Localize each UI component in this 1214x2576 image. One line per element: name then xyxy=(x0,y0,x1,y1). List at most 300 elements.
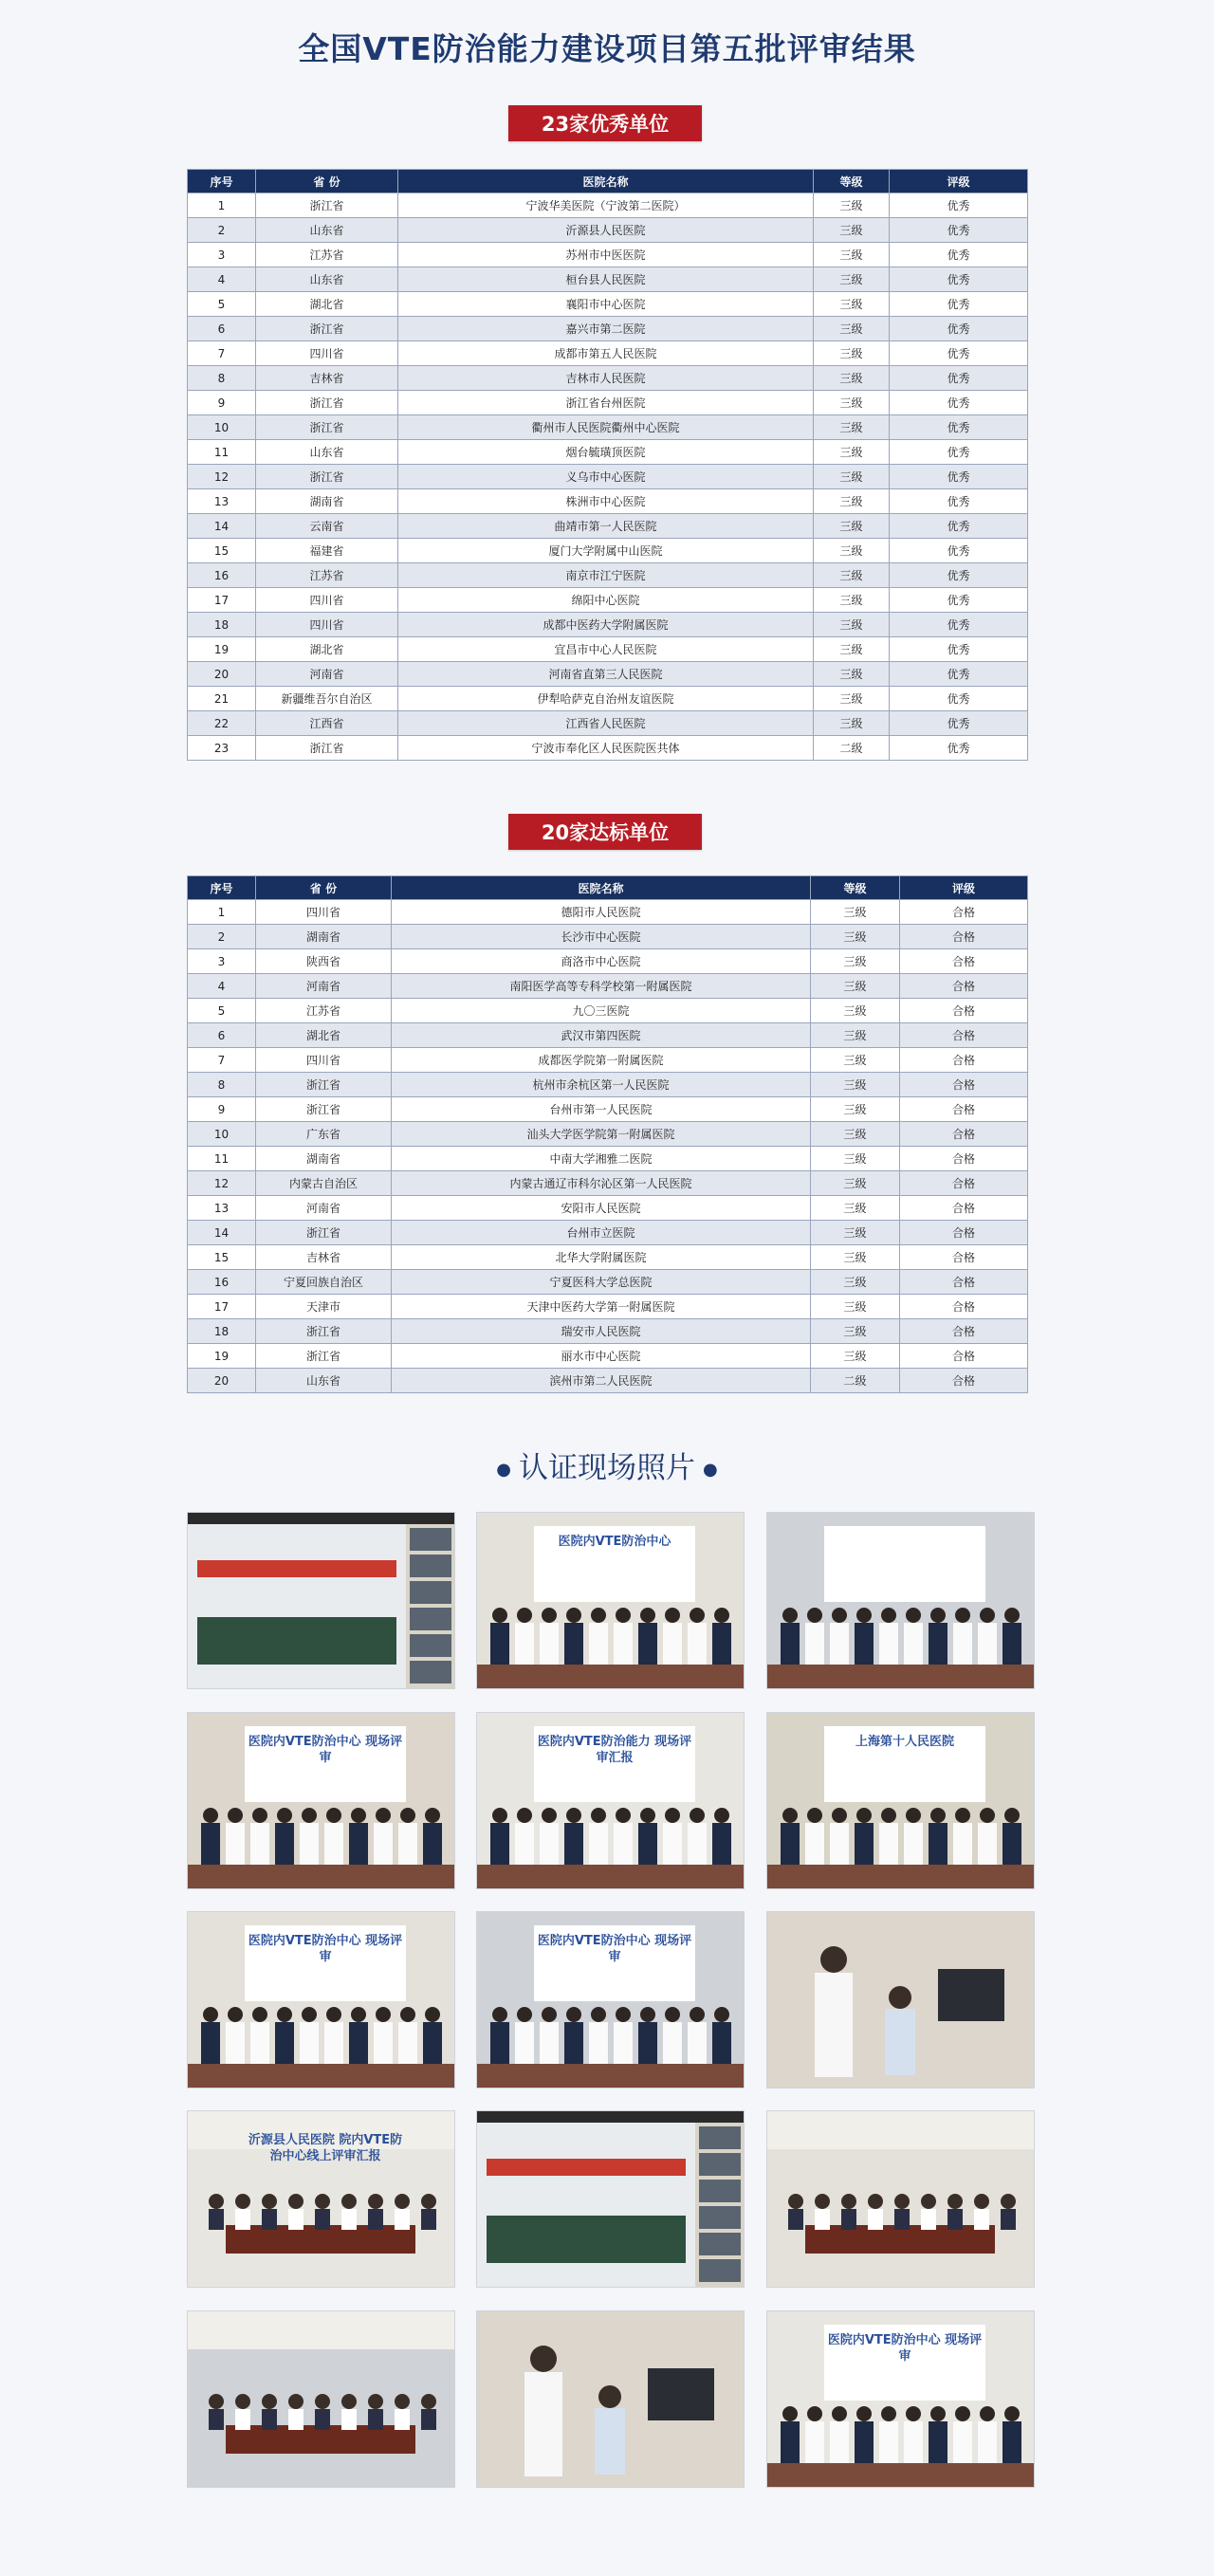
table-row xyxy=(188,1196,1028,1221)
table-row xyxy=(188,900,1028,925)
cell-rating: 合格 xyxy=(900,1295,1028,1319)
cell-hospital: 河南省直第三人民医院 xyxy=(398,662,814,687)
cell-index: 11 xyxy=(188,440,256,465)
cell-hospital: 江西省人民医院 xyxy=(398,711,814,736)
photo-caption: 上海第十人民医院 xyxy=(855,1735,954,1749)
cell-level: 三级 xyxy=(814,563,890,588)
cell-rating: 优秀 xyxy=(890,687,1028,711)
cell-hospital: 中南大学湘雅二医院 xyxy=(392,1147,811,1171)
table-row xyxy=(188,539,1028,563)
cell-index: 2 xyxy=(188,218,256,243)
cell-province: 四川省 xyxy=(256,1048,392,1073)
site-photo xyxy=(766,2310,1035,2488)
site-photo xyxy=(766,1911,1035,2088)
cell-hospital: 宁波华美医院（宁波第二医院） xyxy=(398,193,814,218)
cell-hospital: 内蒙古通辽市科尔沁区第一人民医院 xyxy=(392,1171,811,1196)
cell-index: 13 xyxy=(188,1196,256,1221)
cell-level: 三级 xyxy=(811,1344,900,1369)
cell-index: 7 xyxy=(188,1048,256,1073)
cell-level: 二级 xyxy=(811,1369,900,1393)
cell-province: 浙江省 xyxy=(256,193,398,218)
cell-hospital: 成都中医药大学附属医院 xyxy=(398,613,814,637)
table-row xyxy=(188,925,1028,949)
cell-rating: 优秀 xyxy=(890,736,1028,761)
cell-hospital: 伊犁哈萨克自治州友谊医院 xyxy=(398,687,814,711)
cell-level: 三级 xyxy=(814,613,890,637)
cell-hospital: 汕头大学医学院第一附属医院 xyxy=(392,1122,811,1147)
cell-rating: 合格 xyxy=(900,900,1028,925)
cell-level: 三级 xyxy=(814,687,890,711)
table-row xyxy=(188,391,1028,415)
site-photo xyxy=(187,1712,455,1889)
table-row xyxy=(188,1245,1028,1270)
cell-level: 三级 xyxy=(811,1319,900,1344)
cell-rating: 合格 xyxy=(900,1319,1028,1344)
table-row xyxy=(188,317,1028,341)
cell-province: 四川省 xyxy=(256,900,392,925)
site-photo xyxy=(187,1911,455,2088)
cell-rating: 优秀 xyxy=(890,292,1028,317)
cell-level: 三级 xyxy=(811,1221,900,1245)
cell-hospital: 北华大学附属医院 xyxy=(392,1245,811,1270)
table-row xyxy=(188,1023,1028,1048)
cell-index: 20 xyxy=(188,1369,256,1393)
cell-hospital: 襄阳市中心医院 xyxy=(398,292,814,317)
col-header-index: 序号 xyxy=(188,170,256,193)
cell-rating: 合格 xyxy=(900,949,1028,974)
cell-index: 14 xyxy=(188,514,256,539)
cell-province: 吉林省 xyxy=(256,366,398,391)
cell-hospital: 衢州市人民医院衢州中心医院 xyxy=(398,415,814,440)
table-row xyxy=(188,1147,1028,1171)
cell-level: 三级 xyxy=(814,539,890,563)
cell-level: 三级 xyxy=(811,1245,900,1270)
cell-province: 河南省 xyxy=(256,1196,392,1221)
cell-hospital: 株洲市中心医院 xyxy=(398,489,814,514)
site-photo xyxy=(476,1911,745,2088)
cell-index: 3 xyxy=(188,243,256,267)
cell-hospital: 绵阳中心医院 xyxy=(398,588,814,613)
cell-province: 浙江省 xyxy=(256,391,398,415)
cell-rating: 优秀 xyxy=(890,662,1028,687)
cell-province: 山东省 xyxy=(256,440,398,465)
cell-rating: 优秀 xyxy=(890,440,1028,465)
table-row xyxy=(188,1122,1028,1147)
cell-index: 15 xyxy=(188,1245,256,1270)
site-photo xyxy=(476,1712,745,1889)
cell-province: 湖南省 xyxy=(256,489,398,514)
page-title: 全国VTE防治能力建设项目第五批评审结果 xyxy=(298,30,916,67)
cell-province: 山东省 xyxy=(256,267,398,292)
table-row xyxy=(188,243,1028,267)
cell-hospital: 台州市立医院 xyxy=(392,1221,811,1245)
cell-hospital: 宁夏医科大学总医院 xyxy=(392,1270,811,1295)
site-photo xyxy=(476,2110,745,2288)
cell-index: 2 xyxy=(188,925,256,949)
cell-hospital: 宁波市奉化区人民医院医共体 xyxy=(398,736,814,761)
cell-level: 二级 xyxy=(814,736,890,761)
cell-hospital: 安阳市人民医院 xyxy=(392,1196,811,1221)
cell-hospital: 德阳市人民医院 xyxy=(392,900,811,925)
cell-hospital: 南阳医学高等专科学校第一附属医院 xyxy=(392,974,811,999)
cell-province: 湖北省 xyxy=(256,1023,392,1048)
cell-rating: 合格 xyxy=(900,925,1028,949)
cell-level: 三级 xyxy=(811,1171,900,1196)
cell-province: 浙江省 xyxy=(256,736,398,761)
table-row xyxy=(188,440,1028,465)
cell-province: 内蒙古自治区 xyxy=(256,1171,392,1196)
cell-rating: 优秀 xyxy=(890,341,1028,366)
table-row xyxy=(188,366,1028,391)
table-row xyxy=(188,1221,1028,1245)
cell-hospital: 滨州市第二人民医院 xyxy=(392,1369,811,1393)
cell-province: 河南省 xyxy=(256,662,398,687)
cell-level: 三级 xyxy=(811,949,900,974)
cell-province: 浙江省 xyxy=(256,415,398,440)
cell-hospital: 天津中医药大学第一附属医院 xyxy=(392,1295,811,1319)
cell-hospital: 成都医学院第一附属医院 xyxy=(392,1048,811,1073)
cell-province: 浙江省 xyxy=(256,1097,392,1122)
cell-level: 三级 xyxy=(814,662,890,687)
dot-left-icon: ● xyxy=(496,1460,511,1480)
cell-rating: 优秀 xyxy=(890,317,1028,341)
cell-province: 浙江省 xyxy=(256,465,398,489)
cell-province: 四川省 xyxy=(256,613,398,637)
table-row xyxy=(188,1295,1028,1319)
table-row xyxy=(188,1270,1028,1295)
cell-level: 三级 xyxy=(814,292,890,317)
cell-rating: 合格 xyxy=(900,1023,1028,1048)
cell-province: 山东省 xyxy=(256,218,398,243)
cell-hospital: 成都市第五人民医院 xyxy=(398,341,814,366)
table-row xyxy=(188,974,1028,999)
photos-section-label: 认证现场照片 xyxy=(519,1451,695,1485)
cell-index: 4 xyxy=(188,974,256,999)
cell-rating: 优秀 xyxy=(890,711,1028,736)
cell-index: 21 xyxy=(188,687,256,711)
cell-hospital: 丽水市中心医院 xyxy=(392,1344,811,1369)
cell-province: 新疆维吾尔自治区 xyxy=(256,687,398,711)
cell-index: 18 xyxy=(188,613,256,637)
cell-index: 10 xyxy=(188,1122,256,1147)
table-row xyxy=(188,1344,1028,1369)
photo-grid xyxy=(0,1512,1214,2489)
cell-level: 三级 xyxy=(814,317,890,341)
cell-index: 1 xyxy=(188,900,256,925)
table-row xyxy=(188,1369,1028,1393)
site-photo xyxy=(476,1512,745,1689)
cell-hospital: 厦门大学附属中山医院 xyxy=(398,539,814,563)
cell-rating: 合格 xyxy=(900,1196,1028,1221)
col-header-province: 省 份 xyxy=(256,170,398,193)
site-photo xyxy=(766,1512,1035,1689)
cell-index: 6 xyxy=(188,1023,256,1048)
photo-image xyxy=(477,2311,744,2487)
cell-hospital: 商洛市中心医院 xyxy=(392,949,811,974)
cell-level: 三级 xyxy=(811,974,900,999)
cell-hospital: 吉林市人民医院 xyxy=(398,366,814,391)
site-photo xyxy=(187,2110,455,2288)
cell-rating: 合格 xyxy=(900,1270,1028,1295)
photo-caption: 沂源县人民医院 院内VTE防治中心线上评审汇报 xyxy=(248,2133,403,2163)
cell-province: 广东省 xyxy=(256,1122,392,1147)
cell-index: 15 xyxy=(188,539,256,563)
cell-rating: 优秀 xyxy=(890,514,1028,539)
cell-rating: 优秀 xyxy=(890,415,1028,440)
cell-level: 三级 xyxy=(814,366,890,391)
table-header-row xyxy=(188,876,1028,900)
cell-province: 吉林省 xyxy=(256,1245,392,1270)
table-row xyxy=(188,267,1028,292)
table-row xyxy=(188,1097,1028,1122)
cell-province: 湖北省 xyxy=(256,637,398,662)
cell-level: 三级 xyxy=(814,218,890,243)
table-row xyxy=(188,736,1028,761)
table-row xyxy=(188,1171,1028,1196)
photos-section-title xyxy=(0,1444,1214,1486)
cell-rating: 优秀 xyxy=(890,218,1028,243)
photo-caption: 医院内VTE防治中心 xyxy=(558,1535,671,1549)
cell-index: 3 xyxy=(188,949,256,974)
photo-image xyxy=(767,1513,1034,1688)
cell-index: 8 xyxy=(188,1073,256,1097)
cell-index: 13 xyxy=(188,489,256,514)
cell-level: 三级 xyxy=(814,193,890,218)
photo-image xyxy=(188,1513,454,1688)
table-row xyxy=(188,588,1028,613)
cell-level: 三级 xyxy=(811,1122,900,1147)
table-row xyxy=(188,489,1028,514)
cell-index: 20 xyxy=(188,662,256,687)
cell-province: 福建省 xyxy=(256,539,398,563)
cell-rating: 合格 xyxy=(900,1073,1028,1097)
cell-index: 19 xyxy=(188,1344,256,1369)
cell-hospital: 杭州市余杭区第一人民医院 xyxy=(392,1073,811,1097)
cell-level: 三级 xyxy=(811,1097,900,1122)
cell-index: 17 xyxy=(188,588,256,613)
cell-index: 17 xyxy=(188,1295,256,1319)
site-photo xyxy=(476,2310,745,2488)
cell-province: 江苏省 xyxy=(256,243,398,267)
cell-index: 1 xyxy=(188,193,256,218)
table-row xyxy=(188,292,1028,317)
cell-rating: 合格 xyxy=(900,1122,1028,1147)
cell-rating: 优秀 xyxy=(890,243,1028,267)
cell-index: 22 xyxy=(188,711,256,736)
cell-level: 三级 xyxy=(814,243,890,267)
cell-province: 浙江省 xyxy=(256,1221,392,1245)
cell-index: 4 xyxy=(188,267,256,292)
cell-index: 10 xyxy=(188,415,256,440)
cell-province: 江苏省 xyxy=(256,563,398,588)
table-row xyxy=(188,563,1028,588)
cell-level: 三级 xyxy=(811,1147,900,1171)
cell-level: 三级 xyxy=(814,440,890,465)
cell-rating: 优秀 xyxy=(890,637,1028,662)
cell-level: 三级 xyxy=(811,1048,900,1073)
table-row xyxy=(188,1319,1028,1344)
cell-index: 19 xyxy=(188,637,256,662)
excellent-units-table xyxy=(187,169,1028,761)
cell-index: 9 xyxy=(188,391,256,415)
cell-province: 江苏省 xyxy=(256,999,392,1023)
cell-level: 三级 xyxy=(811,1023,900,1048)
photo-caption: 医院内VTE防治中心 现场评审 xyxy=(827,2333,983,2364)
cell-rating: 优秀 xyxy=(890,391,1028,415)
cell-index: 7 xyxy=(188,341,256,366)
col-header-rating: 评级 xyxy=(900,876,1028,900)
photo-caption: 医院内VTE防治中心 现场评审 xyxy=(248,1934,403,1964)
cell-index: 16 xyxy=(188,563,256,588)
cell-province: 云南省 xyxy=(256,514,398,539)
cell-level: 三级 xyxy=(811,925,900,949)
cell-province: 江西省 xyxy=(256,711,398,736)
cell-province: 宁夏回族自治区 xyxy=(256,1270,392,1295)
cell-hospital: 烟台毓璜顶医院 xyxy=(398,440,814,465)
cell-hospital: 曲靖市第一人民医院 xyxy=(398,514,814,539)
table-row xyxy=(188,949,1028,974)
site-photo xyxy=(187,1512,455,1689)
cell-province: 四川省 xyxy=(256,588,398,613)
site-photo xyxy=(187,2310,455,2488)
cell-rating: 合格 xyxy=(900,1369,1028,1393)
cell-rating: 优秀 xyxy=(890,267,1028,292)
cell-level: 三级 xyxy=(814,341,890,366)
cell-level: 三级 xyxy=(814,391,890,415)
cell-index: 9 xyxy=(188,1097,256,1122)
cell-province: 河南省 xyxy=(256,974,392,999)
col-header-level: 等级 xyxy=(811,876,900,900)
cell-province: 湖北省 xyxy=(256,292,398,317)
cell-rating: 合格 xyxy=(900,1147,1028,1171)
cell-level: 三级 xyxy=(814,267,890,292)
cell-level: 三级 xyxy=(814,588,890,613)
cell-index: 8 xyxy=(188,366,256,391)
table-row xyxy=(188,662,1028,687)
table-row xyxy=(188,1048,1028,1073)
col-header-level: 等级 xyxy=(814,170,890,193)
cell-index: 11 xyxy=(188,1147,256,1171)
cell-level: 三级 xyxy=(814,465,890,489)
cell-hospital: 台州市第一人民医院 xyxy=(392,1097,811,1122)
cell-rating: 合格 xyxy=(900,1344,1028,1369)
cell-province: 山东省 xyxy=(256,1369,392,1393)
cell-province: 浙江省 xyxy=(256,1319,392,1344)
cell-rating: 合格 xyxy=(900,1171,1028,1196)
table-row xyxy=(188,341,1028,366)
cell-level: 三级 xyxy=(811,1295,900,1319)
cell-hospital: 桓台县人民医院 xyxy=(398,267,814,292)
cell-hospital: 苏州市中医医院 xyxy=(398,243,814,267)
cell-hospital: 沂源县人民医院 xyxy=(398,218,814,243)
table-header-row xyxy=(188,170,1028,193)
cell-level: 三级 xyxy=(814,637,890,662)
cell-rating: 优秀 xyxy=(890,563,1028,588)
cell-rating: 合格 xyxy=(900,1097,1028,1122)
cell-rating: 合格 xyxy=(900,999,1028,1023)
cell-index: 18 xyxy=(188,1319,256,1344)
cell-level: 三级 xyxy=(814,489,890,514)
cell-hospital: 瑞安市人民医院 xyxy=(392,1319,811,1344)
cell-province: 湖南省 xyxy=(256,925,392,949)
cell-index: 14 xyxy=(188,1221,256,1245)
cell-province: 天津市 xyxy=(256,1295,392,1319)
qualified-units-table xyxy=(187,875,1028,1393)
cell-rating: 优秀 xyxy=(890,539,1028,563)
cell-rating: 优秀 xyxy=(890,465,1028,489)
excellent-units-badge: 23家优秀单位 xyxy=(508,105,702,141)
col-header-index: 序号 xyxy=(188,876,256,900)
col-header-hospital: 医院名称 xyxy=(392,876,811,900)
cell-level: 三级 xyxy=(814,514,890,539)
table-row xyxy=(188,514,1028,539)
table-row xyxy=(188,687,1028,711)
col-header-province: 省 份 xyxy=(256,876,392,900)
photo-image xyxy=(477,2111,744,2287)
col-header-hospital: 医院名称 xyxy=(398,170,814,193)
col-header-rating: 评级 xyxy=(890,170,1028,193)
cell-index: 12 xyxy=(188,465,256,489)
cell-hospital: 宜昌市中心人民医院 xyxy=(398,637,814,662)
cell-hospital: 武汉市第四医院 xyxy=(392,1023,811,1048)
cell-rating: 合格 xyxy=(900,1221,1028,1245)
site-photo xyxy=(766,1712,1035,1889)
cell-level: 三级 xyxy=(814,415,890,440)
cell-level: 三级 xyxy=(811,900,900,925)
photo-caption: 医院内VTE防治中心 现场评审 xyxy=(248,1735,403,1765)
table-row xyxy=(188,1073,1028,1097)
table-row xyxy=(188,999,1028,1023)
photo-caption: 医院内VTE防治中心 现场评审 xyxy=(537,1934,692,1964)
cell-hospital: 九〇三医院 xyxy=(392,999,811,1023)
photo-image xyxy=(767,1912,1034,2088)
table-row xyxy=(188,415,1028,440)
cell-level: 三级 xyxy=(814,711,890,736)
cell-rating: 合格 xyxy=(900,1048,1028,1073)
dot-right-icon: ● xyxy=(703,1460,718,1480)
photo-image xyxy=(767,2111,1034,2287)
cell-hospital: 嘉兴市第二医院 xyxy=(398,317,814,341)
cell-rating: 合格 xyxy=(900,974,1028,999)
cell-level: 三级 xyxy=(811,1073,900,1097)
cell-province: 陕西省 xyxy=(256,949,392,974)
table-row xyxy=(188,465,1028,489)
table-row xyxy=(188,613,1028,637)
cell-index: 16 xyxy=(188,1270,256,1295)
cell-level: 三级 xyxy=(811,1196,900,1221)
table-row xyxy=(188,218,1028,243)
cell-rating: 优秀 xyxy=(890,613,1028,637)
cell-level: 三级 xyxy=(811,1270,900,1295)
cell-hospital: 浙江省台州医院 xyxy=(398,391,814,415)
cell-province: 浙江省 xyxy=(256,1344,392,1369)
cell-rating: 优秀 xyxy=(890,366,1028,391)
table-row xyxy=(188,193,1028,218)
cell-hospital: 义乌市中心医院 xyxy=(398,465,814,489)
cell-hospital: 南京市江宁医院 xyxy=(398,563,814,588)
cell-province: 四川省 xyxy=(256,341,398,366)
cell-province: 浙江省 xyxy=(256,1073,392,1097)
cell-rating: 优秀 xyxy=(890,588,1028,613)
cell-index: 5 xyxy=(188,999,256,1023)
qualified-units-badge: 20家达标单位 xyxy=(508,814,702,850)
cell-province: 浙江省 xyxy=(256,317,398,341)
cell-index: 6 xyxy=(188,317,256,341)
cell-rating: 合格 xyxy=(900,1245,1028,1270)
cell-hospital: 长沙市中心医院 xyxy=(392,925,811,949)
site-photo xyxy=(766,2110,1035,2288)
cell-province: 湖南省 xyxy=(256,1147,392,1171)
